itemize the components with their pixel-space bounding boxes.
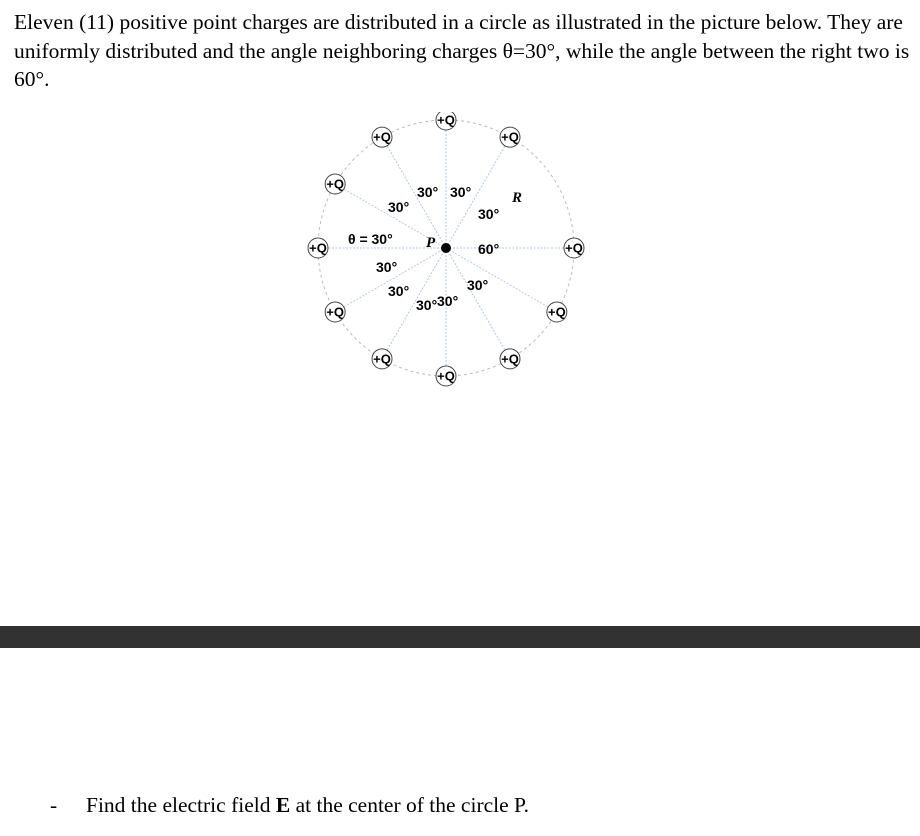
angle-label-30-right: 30° — [478, 206, 500, 222]
spoke-line — [446, 248, 557, 312]
angle-label-30-top-right: 30° — [450, 184, 472, 200]
angle-label-30-lower-left: 30° — [388, 283, 410, 299]
angle-label-30-upper-left: 30° — [388, 199, 410, 215]
charge-label: +Q — [437, 112, 455, 128]
charge-7 — [436, 366, 456, 386]
angle-label-30-top-left: 30° — [417, 184, 439, 200]
charge-1 — [436, 112, 456, 130]
question-text-before: Find the electric field — [86, 793, 276, 817]
charge-2 — [372, 127, 392, 147]
angle-label-30-bottom-right: 30° — [467, 277, 489, 293]
charge-label: +Q — [309, 240, 327, 256]
angle-label-30-bottom-mid: 30° — [437, 293, 459, 309]
question-text-after: at the center of the circle P. — [290, 793, 529, 817]
question — [50, 791, 910, 819]
center-point-P — [441, 243, 451, 253]
angle-label-60: 60° — [478, 241, 500, 257]
problem-statement: Eleven (11) positive point charges are distributed in a circle as illustrated in the picture below. They are uniformly distributed and the angle neighboring charges θ=30°, while the angle between the right two is 60°. — [14, 10, 910, 91]
theta-label: θ = 30° — [348, 231, 393, 247]
question-bold-E: E — [275, 793, 291, 817]
charge-9 — [547, 302, 567, 322]
charge-label: +Q — [373, 351, 391, 367]
charge-label: +Q — [326, 304, 345, 320]
charge-10 — [564, 238, 584, 258]
charge-label: +Q — [565, 240, 583, 256]
charge-label: +Q — [373, 129, 391, 145]
charge-circle-diagram — [300, 112, 600, 412]
charge-label: +Q — [326, 176, 345, 192]
radius-label: R — [512, 190, 523, 206]
charge-11 — [500, 127, 520, 147]
charge-label: +Q — [501, 129, 519, 145]
divider-bar — [0, 626, 920, 648]
charge-6 — [372, 349, 392, 369]
center-label: P — [426, 235, 436, 251]
angle-label-30-left: 30° — [376, 259, 398, 275]
angle-label-30-bottom-left: 30° — [416, 297, 438, 313]
charge-label: +Q — [437, 368, 455, 384]
charge-4 — [308, 238, 328, 258]
charge-label: +Q — [547, 304, 566, 320]
charge-3 — [325, 174, 345, 194]
charge-5 — [325, 302, 345, 322]
charge-8 — [500, 349, 520, 369]
charge-label: +Q — [501, 351, 519, 367]
question-dash: - — [50, 793, 58, 817]
